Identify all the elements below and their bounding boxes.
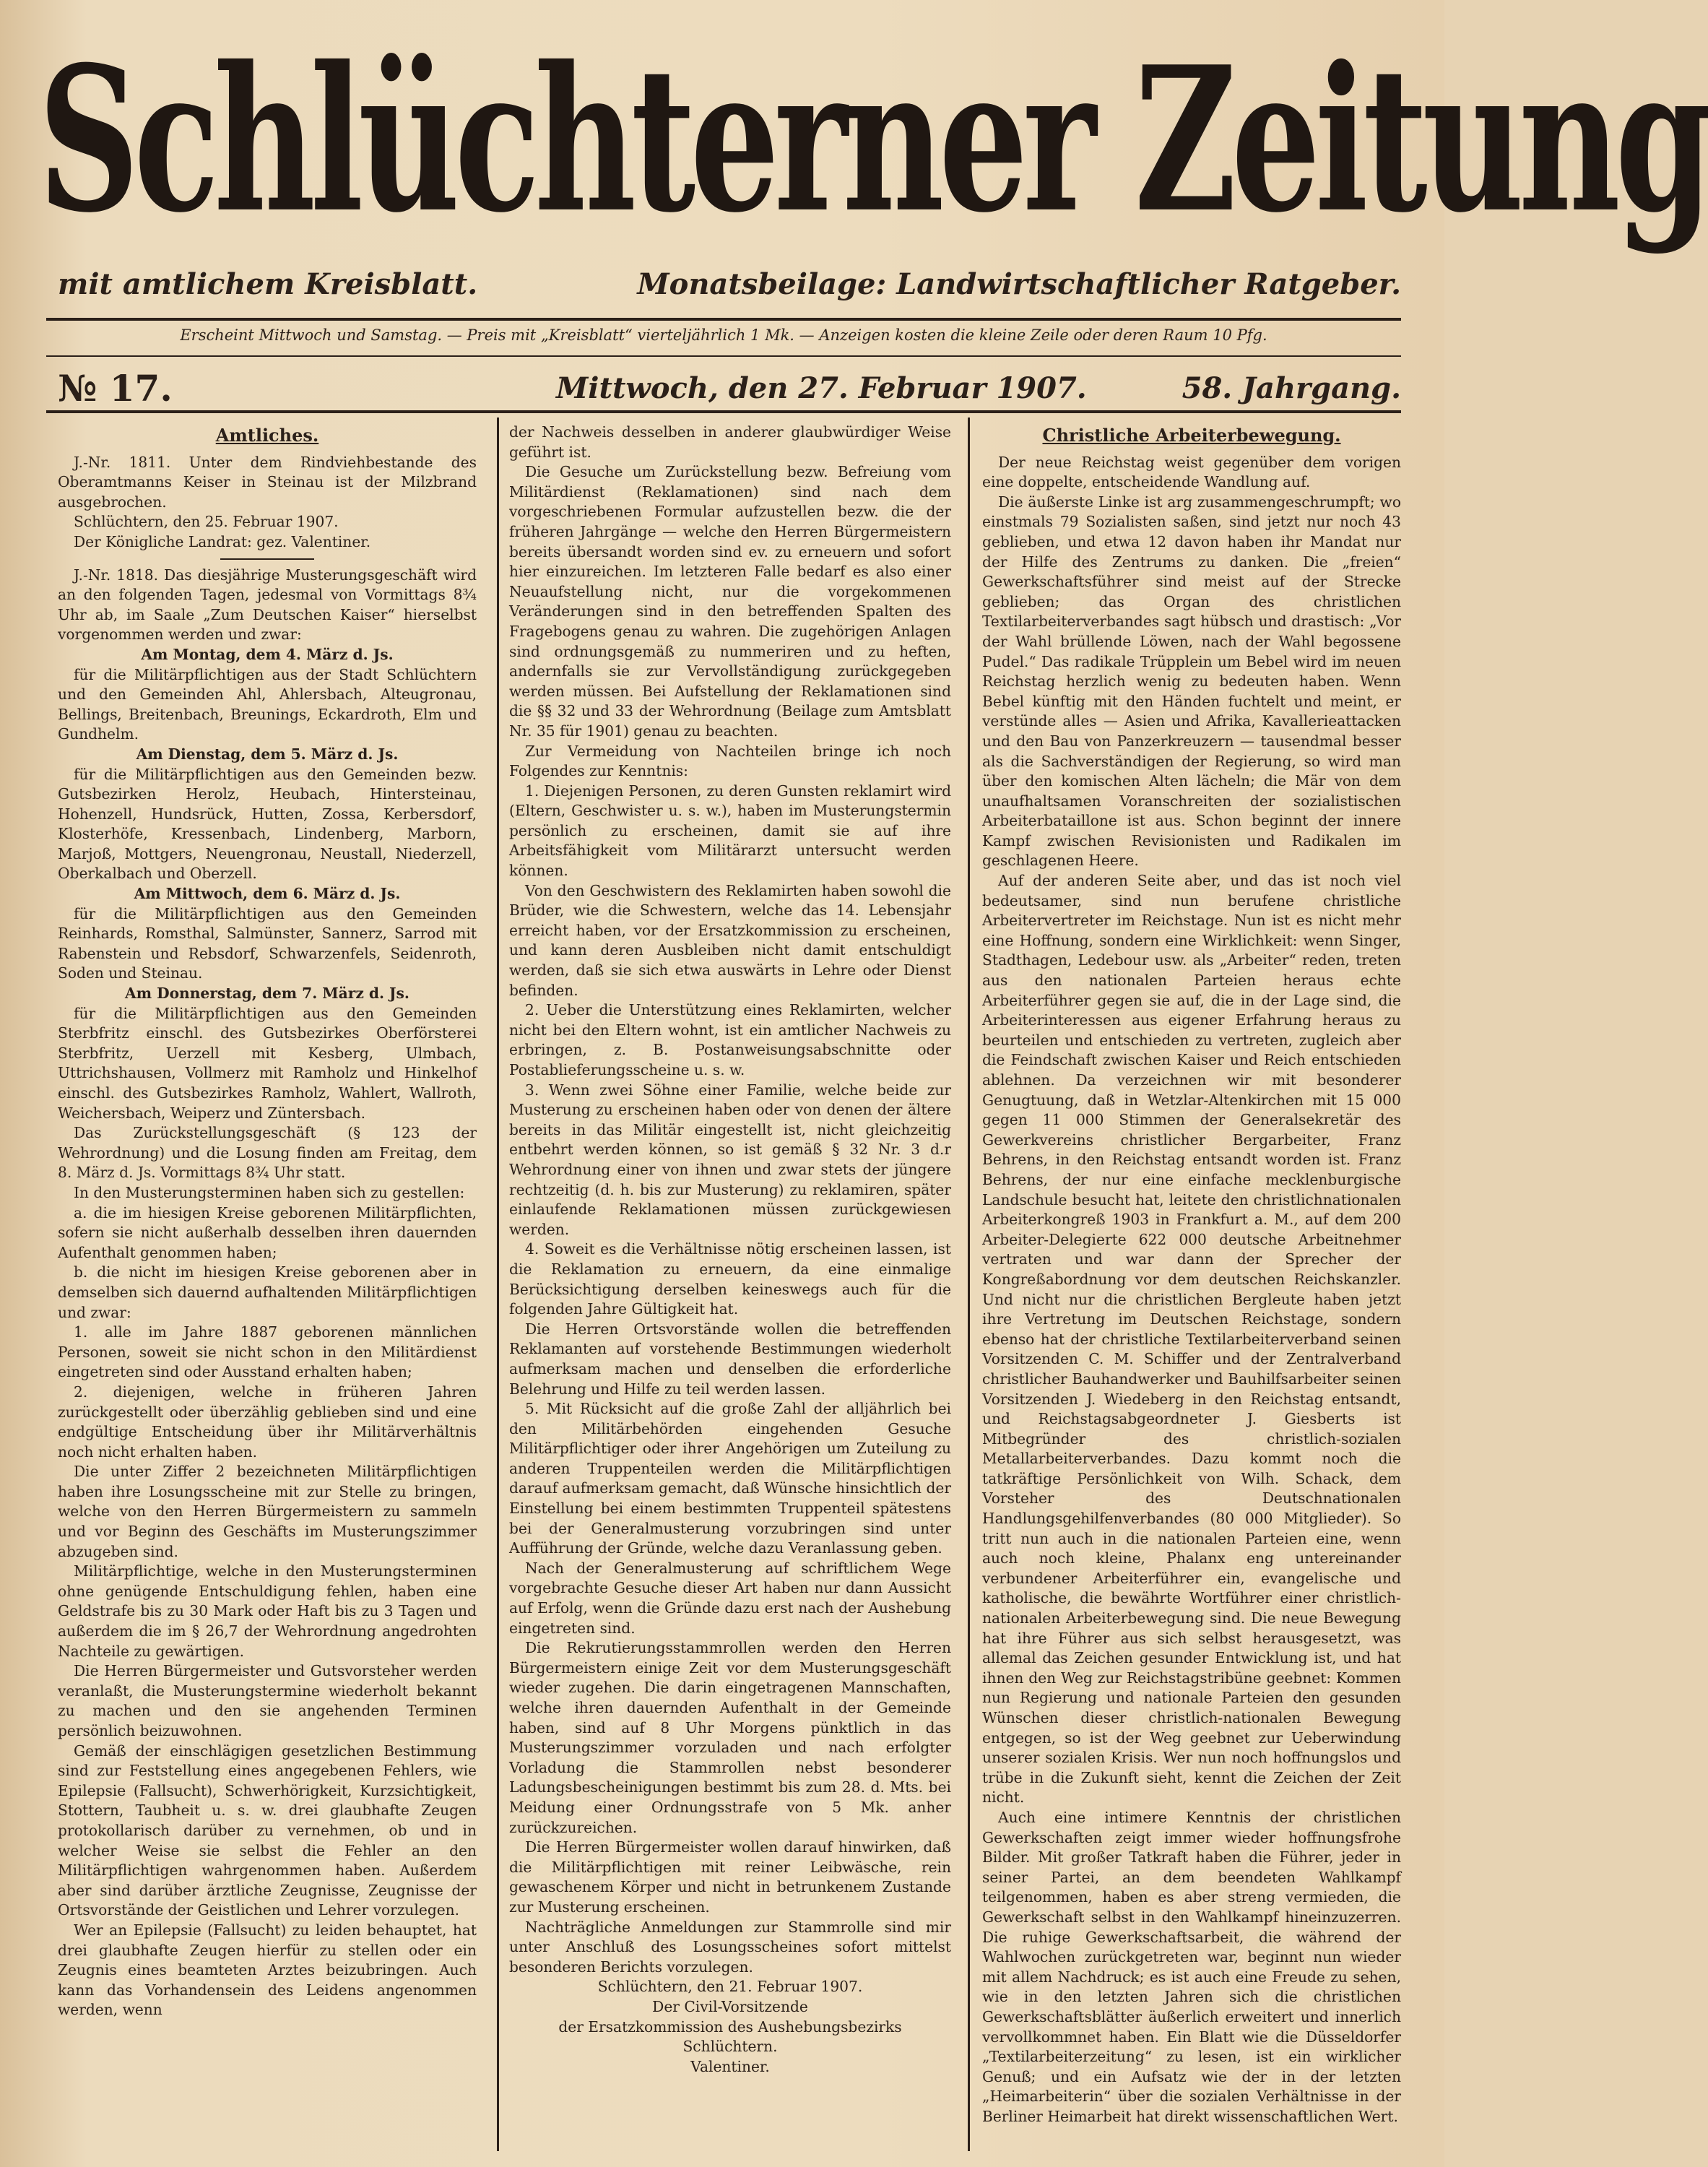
column-official-notices-continued [509, 423, 951, 2153]
notice-paragraph: Zur Vermeidung von Nachteilen bringe ich noch Folgendes zur Kenntnis: [509, 742, 951, 780]
notice-paragraph: J.-Nr. 1811. Unter dem Rindviehbestande des Oberamtmanns Keiser in Steinau ist der Milzbrand ausgebrochen. [58, 453, 477, 511]
rule-top [46, 318, 1401, 321]
notice-signatory-title: Der Civil-Vorsitzende [652, 1997, 808, 2015]
notice-paragraph: für die Militärpflichtigen aus den Gemeinden bezw. Gutsbezirken Herolz, Heubach, Hintersteinau, Hohenzell, Hundsrück, Hutten, Zossa, Kerbersdorf, Klosterhöfe, Kressenbach, Lindenberg, Marborn, Marjoß, Mottgers, Neuengronau, Neustall, Niederzell, Oberkalbach und Oberzell. [58, 765, 477, 883]
notice-paragraph: Die Herren Bürgermeister und Gutsvorsteher werden veranlaßt, die Musterungstermine wiederholt bekannt zu machen und den sie angehenden Terminen persönlich beizuwohnen. [58, 1662, 477, 1739]
subtitle-right: Monatsbeilage: Landwirtschaftlicher Ratgeber. [637, 267, 1401, 301]
separator [220, 558, 314, 560]
notice-paragraph: b. die nicht im hiesigen Kreise geborenen aber in demselben sich dauernd aufhaltenden Militärpflichtigen und zwar: [58, 1263, 477, 1321]
rule-issue [46, 410, 1401, 413]
notice-paragraph: der Nachweis desselben in anderer glaubwürdiger Weise geführt ist. [509, 423, 951, 461]
notice-paragraph: 2. Ueber die Unterstützung eines Reklamirten, welcher nicht bei den Eltern wohnt, ist ein amtlicher Nachweis zu erbringen, z. B. Postanweisungsabschnitte oder Postablieferungsscheine u. s. w. [509, 1001, 951, 1078]
publication-info: Erscheint Mittwoch und Samstag. — Preis mit „Kreisblatt“ vierteljährlich 1 Mk. — Anzeigen kosten die kleine Zeile oder deren Raum 10 Pfg. [180, 326, 1267, 344]
subtitle-left: mit amtlichem Kreisblatt. [58, 267, 478, 301]
notice-place-date: Schlüchtern, den 21. Februar 1907. [597, 1978, 863, 1996]
notice-paragraph: 3. Wenn zwei Söhne einer Familie, welche beide zur Musterung zu erscheinen haben oder von denen der ältere bereits in das Militär eingestellt ist, nicht gleichzeitig entbehrt werden können, so ist gemäß § 32 Nr. 3 d.r Wehrordnung einer von ihnen und zwar stets der jüngere rechtzeitig (d. h. bis zur Musterung) zu reklamiren, später einlaufende Reklamationen müssen zurückgewiesen werden. [509, 1081, 951, 1238]
notice-signatory-office: der Ersatzkommission des Aushebungsbezirks Schlüchtern. [558, 2017, 902, 2056]
notice-paragraph: Schlüchtern, den 25. Februar 1907. [74, 513, 339, 531]
issue-row [58, 367, 1401, 410]
notice-paragraph: Wer an Epilepsie (Fallsucht) zu leiden behauptet, hat drei glaubhafte Zeugen hierfür zu stellen oder ein Zeugnis eines beamteten Arztes beizubringen. Auch kann das Vorhandensein des Leidens angenommen werden, wenn [58, 1921, 477, 2019]
issue-date: Mittwoch, den 27. Februar 1907. [556, 371, 1087, 405]
column-divider-2 [968, 418, 970, 2151]
notice-paragraph: Nachträgliche Anmeldungen zur Stammrolle sind mir unter Anschluß des Losungsscheines sofort mittelst besonderen Berichts vorzulegen. [509, 1918, 951, 1976]
notice-paragraph: Militärpflichtige, welche in den Musterungsterminen ohne genügende Entschuldigung fehlen, haben eine Geldstrafe bis zu 30 Mark oder Haft bis zu 3 Tagen und außerdem die im § 26,7 der Wehrordnung angedrohten Nachteile zu gewärtigen. [58, 1562, 477, 1660]
article-paragraph: Die äußerste Linke ist arg zusammengeschrumpft; wo einstmals 79 Sozialisten saßen, sind jetzt nur noch 43 geblieben, und etwa 12 davon haben ihr Mandat nur der Hilfe des Zentrums zu danken. Die „freien“ Gewerkschaftsführer sind meist auf der Strecke geblieben; das Organ des christlichen Textilarbeiterverbandes sagt hübsch und drastisch: „Vor der Wahl brüllende Löwen, nach der Wahl begossene Pudel.“ Das radikale Trüpplein um Bebel wird im neuen Reichstag herzlich wenig zu bedeuten haben. Wenn Bebel künftig mit den Händen fuchtelt und meint, er verstünde alles — Asien und Afrika, Kavallerieattacken und den Bau von Panzerkreuzern — tausendmal besser als die Sachverständigen der Regierung, so wird man über den komischen Alten lächeln; die Mär von dem unaufhaltsamen Voranschreiten der sozialistischen Arbeiterbataillone ist aus. Schon beginnt der innere Kampf zwischen Revisionisten und Radikalen im geschlagenen Heere. [982, 493, 1401, 870]
notice-paragraph: a. die im hiesigen Kreise geborenen Militärpflichten, sofern sie nicht außerhalb desselben ihren dauernden Aufenthalt genommen haben; [58, 1203, 477, 1261]
date-heading: Am Montag, dem 4. März d. Js. [141, 645, 394, 663]
column-official-notices [58, 423, 477, 2153]
column-divider-1 [497, 418, 499, 2151]
notice-paragraph: Das Zurückstellungsgeschäft (§ 123 der Wehrordnung) und die Losung finden am Freitag, dem 8. März d. Js. Vormittags 8¾ Uhr statt. [58, 1124, 477, 1182]
section-heading-amtliches: Amtliches. [215, 425, 319, 446]
issue-year: 58. Jahrgang. [1182, 371, 1401, 405]
notice-paragraph: Von den Geschwistern des Reklamirten haben sowohl die Brüder, wie die Schwestern, welche das 14. Lebensjahr erreicht haben, vor der Ersatzkommission zu erscheinen, und kann deren Ausbleiben nicht damit entschuldigt werden, daß sie sich etwa auswärts in Lehre oder Dienst befinden. [509, 881, 951, 999]
notice-paragraph: 4. Soweit es die Verhältnisse nötig erscheinen lassen, ist die Reklamation zu erneuern, da eine einmalige Berücksichtigung derselben keineswegs auch für die folgenden Jahre Gültigkeit hat. [509, 1240, 951, 1318]
notice-paragraph: J.-Nr. 1818. Das diesjährige Musterungsgeschäft wird an den folgenden Tagen, jedesmal von Vormittags 8¾ Uhr ab, im Saale „Zum Deutschen Kaiser“ hierselbst vorgenommen werden und zwar: [58, 566, 477, 644]
masthead [38, 14, 1708, 260]
notice-paragraph: 2. diejenigen, welche in früheren Jahren zurückgestellt oder überzählig geblieben sind und eine endgültige Entscheidung über ihr Militärverhältnis noch nicht erhalten haben. [58, 1383, 477, 1461]
notice-paragraph: 1. Diejenigen Personen, zu deren Gunsten reklamirt wird (Eltern, Geschwister u. s. w.), haben im Musterungstermin persönlich zu erscheinen, damit sie auf ihre Arbeitsfähigkeit vom Militärarzt untersucht werden können. [509, 782, 951, 880]
notice-paragraph: Die Rekrutierungsstammrollen werden den Herren Bürgermeistern einige Zeit vor dem Musterungsgeschäft wieder zugehen. Die darin eingetragenen Mannschaften, welche ihren dauernden Aufenthalt in der Gemeinde haben, sind auf 8 Uhr Morgens pünktlich in das Musterungszimmer vorzuladen und nach erfolgter Vorladung die Stammrollen nebst besonderer Ladungsbescheinigungen bestimmt bis zum 28. d. Mts. bei Meidung einer Ordnungsstrafe von 5 Mk. anher zurückzureichen. [509, 1639, 951, 1836]
notice-paragraph: Die Herren Ortsvorstände wollen die betreffenden Reklamanten auf vorstehende Bestimmungen wiederholt aufmerksam machen und denselben die erforderliche Belehrung und Hilfe zu teil werden lassen. [509, 1320, 951, 1398]
date-heading: Am Dienstag, dem 5. März d. Js. [136, 745, 399, 763]
column-article [982, 423, 1401, 2153]
notice-paragraph: Nach der Generalmusterung auf schriftlichem Wege vorgebrachte Gesuche dieser Art haben nur dann Aussicht auf Erfolg, wenn die Gründe dazu erst nach der Aushebung eingetreten sind. [509, 1559, 951, 1637]
notice-signature: Der Königliche Landrat: gez. Valentiner. [74, 532, 371, 550]
date-heading: Am Donnerstag, dem 7. März d. Js. [125, 985, 409, 1003]
notice-paragraph: Die Gesuche um Zurückstellung bezw. Befreiung vom Militärdienst (Reklamationen) sind nach dem vorgeschriebenen Formular aufzustellen bezw. die der früheren Jahrgänge — welche den Herren Bürgermeistern bereits übersandt worden sind ev. zu erneuern und sofort hier einzureichen. Im letzteren Falle bedarf es also einer Neuaufstellung nicht, nur die vorgekommenen Veränderungen sind in den betreffenden Spalten des Fragebogens genau zu wahren. Die zugehörigen Anlagen sind ordnungsgemäß zu nummeriren und zu heften, andernfalls sie zur Vervollständigung zurückgegeben werden müssen. Bei Aufstellung der Reklamationen sind die §§ 32 und 33 der Wehrordnung (Beilage zum Amtsblatt Nr. 35 für 1901) genau zu beachten. [509, 463, 951, 740]
notice-paragraph: 1. alle im Jahre 1887 geborenen männlichen Personen, soweit sie nicht schon in den Militärdienst eingetreten sind oder Ausstand erhalten haben; [58, 1323, 477, 1381]
notice-paragraph: für die Militärpflichtigen aus der Stadt Schlüchtern und den Gemeinden Ahl, Ahlersbach, Alteugronau, Bellings, Breitenbach, Breunings, Eckardroth, Elm und Gundhelm. [58, 665, 477, 743]
notice-paragraph: In den Musterungsterminen haben sich zu gestellen: [74, 1183, 465, 1201]
notice-paragraph: 5. Mit Rücksicht auf die große Zahl der alljährlich bei den Militärbehörden eingehenden Gesuche Militärpflichtiger oder ihrer Angehörigen um Zuteilung zu anderen Truppenteilen werden die Militärpflichtigen darauf aufmerksam gemacht, daß Wünsche hinsichtlich der Einstellung bei einem bestimmten Truppenteil spätestens bei der Generalmusterung vorzubringen sind unter Aufführung der Gründe, welche dazu Veranlassung geben. [509, 1400, 951, 1557]
notice-paragraph: Die Herren Bürgermeister wollen darauf hinwirken, daß die Militärpflichtigen mit reiner Leibwäsche, rein gewaschenem Körper und nicht in betrunkenem Zustande zur Musterung erscheinen. [509, 1838, 951, 1916]
article-heading: Christliche Arbeiterbewegung. [1042, 425, 1341, 446]
notice-paragraph: für die Militärpflichtigen aus den Gemeinden Reinhards, Romsthal, Salmünster, Sannerz, Sarrod mit Rabenstein und Rebsdorf, Schwarzenfels, Seidenroth, Soden und Steinau. [58, 904, 477, 982]
notice-paragraph: Die unter Ziffer 2 bezeichneten Militärpflichtigen haben ihre Losungsscheine mit zur Stelle zu bringen, welche von den Herren Bürgermeistern zu sammeln und vor Beginn des Geschäfts im Musterungszimmer abzugeben sind. [58, 1463, 477, 1560]
newspaper-title: Schlüchterner Zeitung [38, 22, 1708, 256]
notice-paragraph: Gemäß der einschlägigen gesetzlichen Bestimmung sind zur Feststellung eines angegebenen Fehlers, wie Epilepsie (Fallsucht), Schwerhörigkeit, Kurzsichtigkeit, Stottern, Taubheit u. s. w. drei glaubhafte Zeugen protokollarisch darüber zu vernehmen, ob und in welcher Weise sie selbst die Fehler an den Militärpflichtigen wahrgenommen haben. Außerdem aber sind darüber ärztliche Zeugnisse, Zeugnisse der Ortsvorstände der Geistlichen und Lehrer vorzulegen. [58, 1742, 477, 1919]
notice-signatory-name: Valentiner. [690, 2057, 770, 2075]
notice-paragraph: für die Militärpflichtigen aus den Gemeinden Sterbfritz einschl. des Gutsbezirkes Oberförsterei Sterbfritz, Uerzell mit Kesberg, Ulmbach, Uttrichshausen, Vollmerz mit Ramholz und Hinkelhof einschl. des Gutsbezirkes Ramholz, Wahlert, Wallroth, Weichersbach, Weiperz und Züntersbach. [58, 1004, 477, 1122]
issue-number: № 17. [58, 367, 173, 410]
rule-info [46, 355, 1401, 357]
date-heading: Am Mittwoch, dem 6. März d. Js. [134, 885, 401, 903]
article-paragraph: Auch eine intimere Kenntnis der christlichen Gewerkschaften zeigt immer wieder hoffnungsfrohe Bilder. Mit großer Tatkraft haben die Führer, jeder in seiner Partei, an dem beendeten Wahlkampf teilgenommen, haben es aber streng vermieden, die Gewerkschaft selbst in den Wahlkampf hineinzuzerren. Die ruhige Gewerkschaftsarbeit, die während der Wahlwochen zurückgetreten war, beginnt nun wieder mit allem Nachdruck; es ist auch eine Freude zu sehen, wie in den letzten Jahren sich die christlichen Gewerkschaftsblätter äußerlich erweitert und innerlich vervollkommnet haben. Ein Blatt wie die Düsseldorfer „Textilarbeiterzeitung“ zu lesen, ist ein wirklicher Genuß; und ein Aufsatz wie der in der letzten „Heimarbeiterin“ über die sozialen Verhältnisse in der Berliner Heimarbeit hat direkt wissenschaftlichen Wert. [982, 1808, 1401, 2125]
article-paragraph: Auf der anderen Seite aber, und das ist noch viel bedeutsamer, sind nun berufene christliche Arbeitervertreter im Reichstage. Nun ist es nicht mehr eine Hoffnung, sondern eine Wirklichkeit: wenn Singer, Stadthagen, Ledebour usw. als „Arbeiter“ reden, treten aus den nationalen Parteien heraus echte Arbeiterführer gegen sie auf, die in der Lage sind, die Arbeiterinteressen aus eigener Erfahrung heraus zu beurteilen und entschieden zu vertreten, zugleich aber die Feindschaft zwischen Kaiser und Reich entschieden ablehnen. Da verzeichnen wir mit besonderer Genugtuung, daß in Wetzlar-Altenkirchen mit 15 000 gegen 11 000 Stimmen der Generalsekretär des Gewerkvereins christlicher Bergarbeiter, Franz Behrens, in den Reichstag entsandt worden ist. Franz Behrens, der nur eine einfache mecklenburgische Landschule besucht hat, leitete den christlichnationalen Arbeiterkongreß 1903 in Frankfurt a. M., auf dem 200 Arbeiter-Delegierte 622 000 deutsche Arbeitnehmer vertraten und war dann der Sprecher der Kongreßabordnung vor dem deutschen Reichskanzler. Und nicht nur die christlichen Bergleute haben jetzt ihre Vertretung im Deutschen Reichstage, sondern ebenso hat der christliche Textilarbeiterverband seinen Vorsitzenden C. M. Schiffer und der Zentralverband christlicher Bauhandwerker und Bauhilfsarbeiter seinen Vorsitzenden J. Wiedeberg in den Reichstag entsandt, und Reichstagsabgeordneter J. Giesberts ist Mitbegründer des christlich-sozialen Metallarbeiterverbandes. Dazu kommt noch die tatkräftige Persönlichkeit von Wilh. Schack, dem Vorsteher des Deutschnationalen Handlungsgehilfenverbandes (80 000 Mitglieder). So tritt nun auch in die nationalen Parteien eine, wenn auch noch kleine, Phalanx eng untereinander verbundener Arbeiterführer ein, evangelische und katholische, die bewährte Wortführer einer christlich-nationalen Arbeiterbewegung sind. Die neue Bewegung hat ihre Führer aus sich selbst herausgesetzt, was allemal das Zeichen gesunder Entwicklung ist, und hat ihnen den Weg zur Reichstagstribüne geebnet: Kommen nun Regierung und nationale Parteien den gesunden Wünschen dieser christlich-nationalen Bewegung entgegen, so ist der Weg geebnet zur Ueberwindung unserer sozialen Krisis. Wer nun noch hoffnungslos und trübe in die Zukunft sieht, kennt die Zeichen der Zeit nicht. [982, 872, 1401, 1807]
article-paragraph: Der neue Reichstag weist gegenüber dem vorigen eine doppelte, entscheidende Wandlung auf. [982, 453, 1401, 491]
